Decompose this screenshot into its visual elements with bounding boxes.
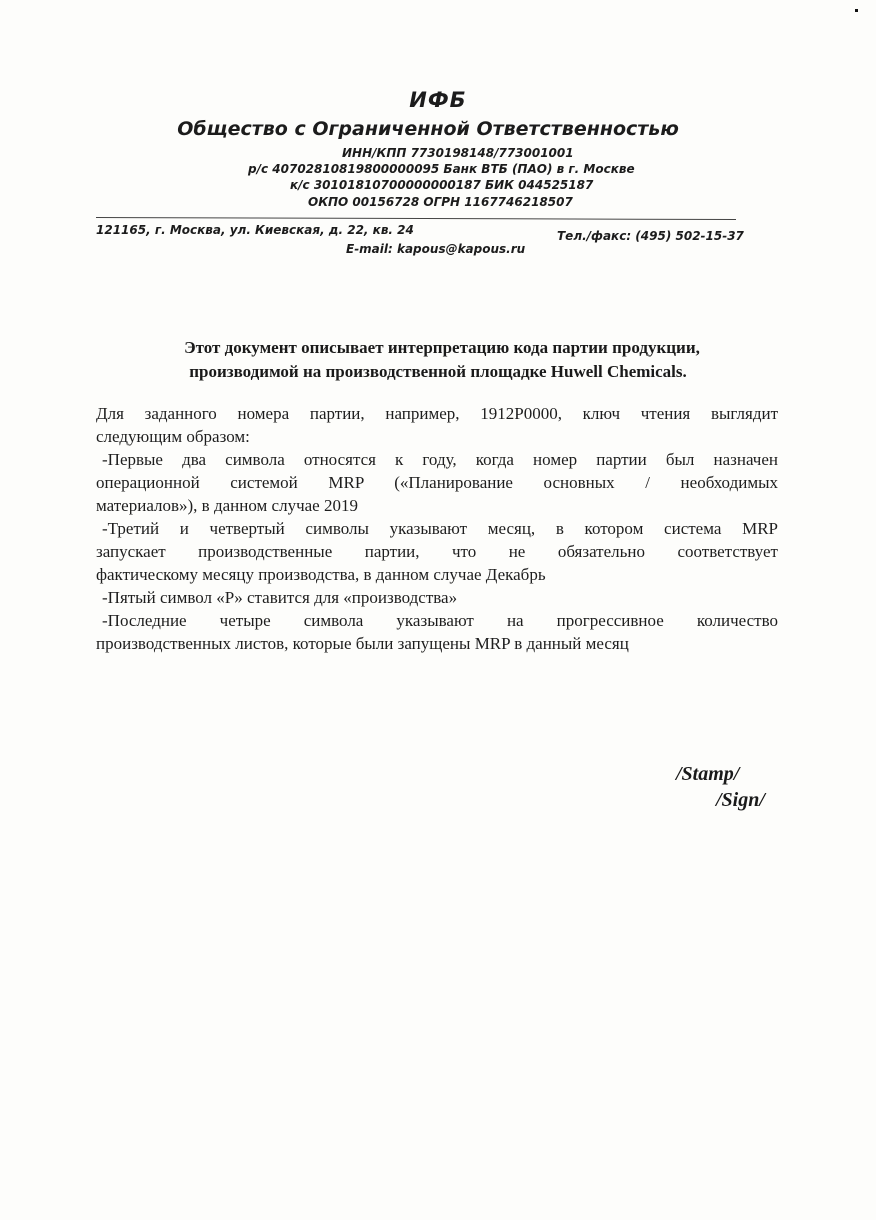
body-line: -Пятый символ «P» ставится для «производства» bbox=[102, 588, 458, 607]
paragraph-last-four bbox=[96, 609, 778, 655]
company-full-name: Общество с Ограниченной Ответственностью bbox=[177, 118, 679, 140]
signature-placeholder: /Sign/ bbox=[716, 789, 765, 811]
company-email: E-mail: kapous@kapous.ru bbox=[346, 242, 526, 256]
document-heading bbox=[0, 336, 876, 384]
letterhead-divider bbox=[96, 217, 736, 220]
body-line: операционной системой MRP («Планирование основных / необходимых bbox=[96, 473, 778, 492]
paragraph-intro bbox=[96, 402, 778, 448]
heading-line-2: производимой на производственной площадке Huwell Chemicals. bbox=[189, 362, 687, 381]
company-short-name: ИФБ bbox=[409, 88, 467, 112]
company-phone-fax: Тел./факс: (495) 502-15-37 bbox=[557, 229, 744, 243]
body-line: Для заданного номера партии, например, 1912P0000, ключ чтения выглядит bbox=[96, 404, 778, 423]
stamp-placeholder: /Stamp/ bbox=[676, 763, 740, 785]
body-line: -Последние четыре символа указывают на прогрессивное количество bbox=[102, 611, 778, 630]
company-address: 121165, г. Москва, ул. Киевская, д. 22, кв. 24 bbox=[96, 223, 414, 237]
paragraph-month bbox=[96, 517, 778, 586]
inn-kpp: ИНН/КПП 7730198148/773001001 bbox=[342, 146, 574, 160]
body-line: производственных листов, которые были запущены MRP в данный месяц bbox=[96, 634, 629, 653]
body-line: фактическому месяцу производства, в данном случае Декабрь bbox=[96, 565, 546, 584]
document-body bbox=[96, 402, 778, 655]
paragraph-year bbox=[96, 448, 778, 517]
scan-mark bbox=[855, 9, 858, 12]
heading-line-1: Этот документ описывает интерпретацию кода партии продукции, bbox=[184, 338, 700, 357]
body-line: следующим образом: bbox=[96, 427, 250, 446]
okpo-ogrn: ОКПО 00156728 ОГРН 1167746218507 bbox=[308, 195, 573, 209]
paragraph-fifth-symbol bbox=[96, 586, 778, 609]
body-line: материалов»), в данном случае 2019 bbox=[96, 496, 358, 515]
bank-account: р/с 40702810819800000095 Банк ВТБ (ПАО) в г. Москве bbox=[248, 162, 635, 176]
body-line: запускает производственные партии, что не обязательно соответствует bbox=[96, 542, 778, 561]
corr-account: к/с 30101810700000000187 БИК 044525187 bbox=[290, 178, 594, 192]
body-line: -Первые два символа относятся к году, когда номер партии был назначен bbox=[102, 450, 778, 469]
body-line: -Третий и четвертый символы указывают месяц, в котором система MRP bbox=[102, 519, 778, 538]
